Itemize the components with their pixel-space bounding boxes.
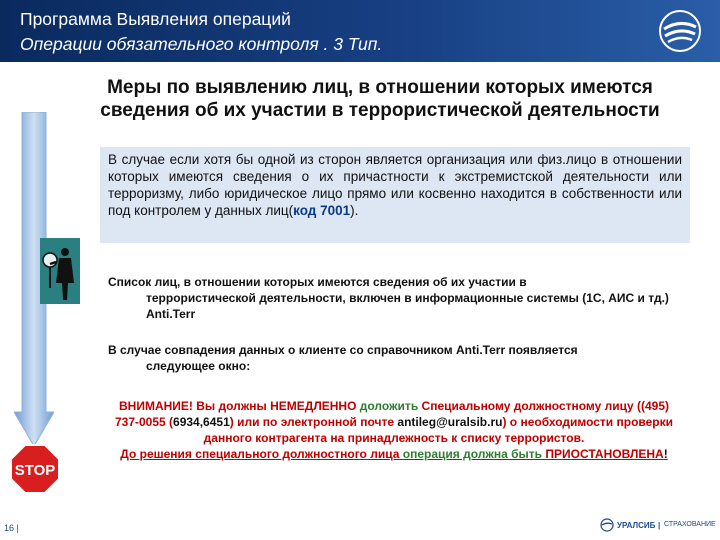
footer-logo-icon bbox=[600, 518, 614, 532]
slide-heading-line2: сведения об их участии в террористической деятельности bbox=[100, 100, 660, 121]
page-number: 16 | bbox=[4, 523, 19, 533]
warning-officer: Специальному должностному лицу ((495) 737-0055 ( bbox=[114, 399, 669, 429]
slide-heading-line1: Меры по выявлению лиц, в отношении которых имеются bbox=[107, 77, 653, 98]
warning-exclamation: ! bbox=[663, 447, 668, 461]
warning-paragraph-1 bbox=[110, 398, 678, 446]
warning-paragraph-2 bbox=[110, 446, 678, 462]
warning-email-link[interactable]: antileg@uralsib.ru bbox=[397, 415, 503, 429]
warning-check: ) о необходимости проверки данного контрагента на принадлежность к списку террористов. bbox=[203, 415, 674, 445]
title-bar bbox=[0, 0, 720, 62]
warning-message bbox=[110, 398, 678, 462]
warning-attention: ВНИМАНИЕ! Вы должны НЕМЕДЛЕННО bbox=[119, 399, 357, 413]
stop-sign-icon bbox=[10, 444, 60, 494]
slide-heading bbox=[70, 76, 690, 122]
warning-extensions: 6934,6451 bbox=[173, 415, 230, 429]
footer-brand-divider: | bbox=[658, 521, 661, 530]
program-title: Программа Выявления операций bbox=[20, 9, 291, 29]
footer-brand-sub: СТРАХОВАНИЕ bbox=[664, 521, 716, 528]
operation-code: код 7001 bbox=[293, 203, 351, 218]
condition-box bbox=[100, 147, 690, 243]
warning-email-prefix: ) или по электронной почте bbox=[229, 415, 395, 429]
footer-brand: УРАЛСИБ bbox=[617, 521, 656, 530]
warning-until: До решения специального должностного лица bbox=[120, 447, 400, 461]
warning-operation-must: операция должна быть bbox=[402, 447, 543, 461]
warning-suspended: ПРИОСТАНОВЛЕНА bbox=[545, 447, 664, 461]
match-rest: следующее окно: bbox=[146, 359, 251, 373]
stop-sign-text: STOP bbox=[14, 462, 56, 479]
footer-logo bbox=[600, 516, 716, 534]
terror-list-rest: террористической деятельности, включен в информационные системы (1С, АИС и тд.) Anti.Terr bbox=[146, 291, 669, 321]
uralsib-logo-icon bbox=[658, 9, 702, 53]
code-paren-close: ). bbox=[350, 203, 359, 218]
match-line1: В случае совпадения данных о клиенте со справочником Anti.Terr появляется bbox=[108, 343, 578, 357]
operation-type-subtitle: Операции обязательного контроля . 3 Тип. bbox=[20, 34, 383, 54]
detective-magnifier-icon bbox=[36, 238, 82, 304]
terror-list-line1: Список лиц, в отношении которых имеются сведения об их участии в bbox=[108, 275, 527, 289]
code-paren-open: ( bbox=[288, 203, 294, 218]
condition-text: В случае если хотя бы одной из сторон является организация или физ.лицо в отношении которых имеются сведения о их причастности к экстремистской деятельности или терроризму, либо юридическое лицо прямо или косвенно находится в собственности или под контролем у данных лиц bbox=[108, 152, 682, 218]
warning-report: доложить bbox=[359, 399, 419, 413]
match-paragraph bbox=[108, 342, 686, 374]
terror-list-paragraph bbox=[108, 274, 686, 322]
